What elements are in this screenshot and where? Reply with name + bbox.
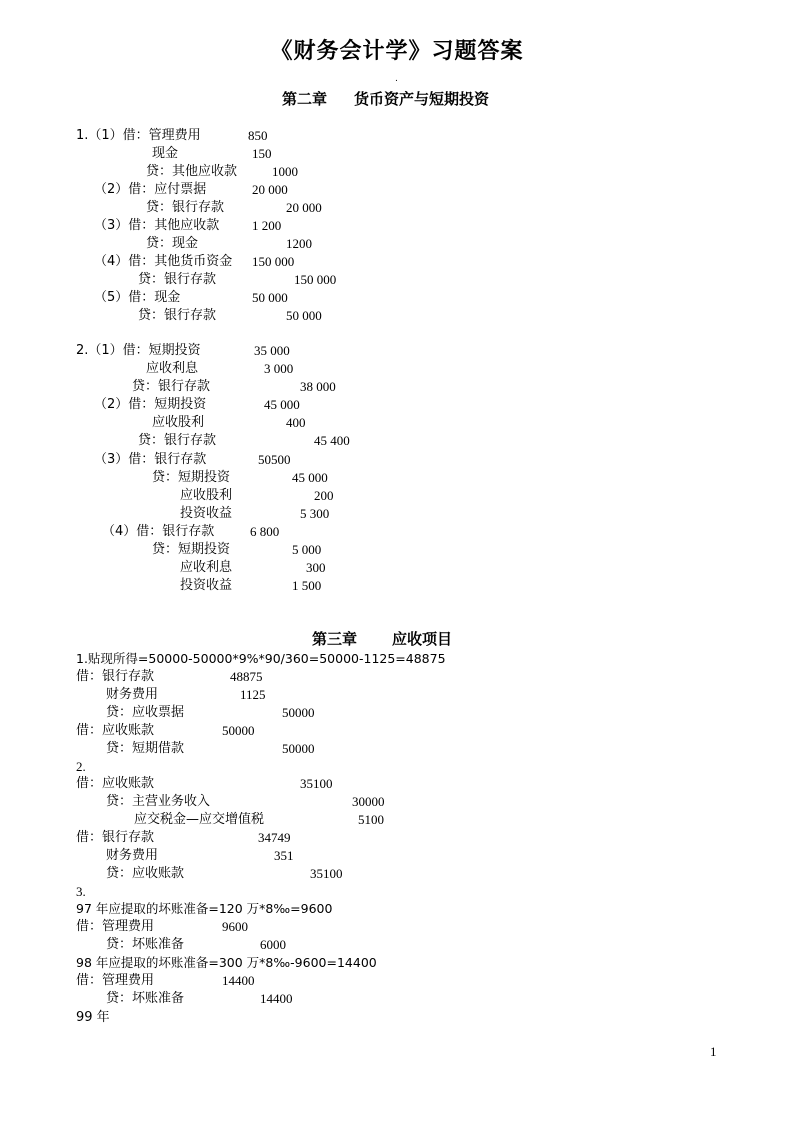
entry-label: 财务费用 (106, 848, 159, 863)
entry-label: （3）借：银行存款 (94, 452, 207, 467)
entry-amount: 850 (248, 128, 268, 143)
entry-amount: 6 800 (250, 524, 280, 539)
entry-label: 应收股利 (180, 488, 233, 503)
entry-amount: 351 (274, 848, 294, 863)
entry-amount: 30000 (352, 794, 385, 809)
entry-amount: 38 000 (300, 379, 336, 394)
entry-label: 借：应收账款 (76, 776, 155, 791)
entry-label: 1.（1）借：管理费用 (76, 128, 201, 143)
entry-amount: 150 000 (294, 272, 337, 287)
formula-line: 97 年应提取的坏账准备=120 万*8‰=9600 (76, 901, 333, 916)
entry-label: 借：管理费用 (76, 973, 155, 988)
entry-amount: 35 000 (254, 343, 290, 358)
entry-label: 贷：银行存款 (138, 272, 217, 287)
entry-label: （4）借：其他货币资金 (94, 254, 233, 269)
document-title: 《财务会计学》习题答案 (270, 39, 524, 64)
entry-amount: 150 000 (252, 254, 295, 269)
entry-amount: 45 400 (314, 433, 350, 448)
entry-amount: 34749 (258, 830, 291, 845)
entry-amount: 5 000 (292, 542, 322, 557)
question-number: 3. (76, 884, 86, 899)
entry-label: 投资收益 (180, 506, 233, 521)
formula-line: 1.贴现所得=50000-50000*9%*90/360=50000-1125=48875 (76, 651, 446, 666)
entry-label: 应收利息 (146, 361, 199, 376)
entry-amount: 45 000 (292, 470, 328, 485)
entry-label: 财务费用 (106, 687, 159, 702)
entry-label: 贷：主营业务收入 (106, 794, 211, 809)
question-number: 2. (76, 759, 86, 774)
entry-label: 贷：银行存款 (138, 433, 217, 448)
entry-amount: 50 000 (252, 290, 288, 305)
formula-line: 98 年应提取的坏账准备=300 万*8‰-9600=14400 (76, 955, 377, 970)
entry-amount: 50 000 (286, 308, 322, 323)
entry-amount: 1000 (272, 164, 298, 179)
entry-amount: 20 000 (286, 200, 322, 215)
entry-amount: 20 000 (252, 182, 288, 197)
entry-label: 贷：银行存款 (138, 308, 217, 323)
entry-label: 借：银行存款 (76, 830, 155, 845)
entry-amount: 1200 (286, 236, 312, 251)
entry-label: 投资收益 (180, 578, 233, 593)
entry-amount: 45 000 (264, 397, 300, 412)
chapter2-title: 货币资产与短期投资 (354, 90, 490, 108)
entry-amount: 9600 (222, 919, 248, 934)
chapter3-number: 第三章 (312, 630, 358, 648)
entry-amount: 5 300 (300, 506, 330, 521)
entry-amount: 35100 (310, 866, 343, 881)
entry-amount: 50000 (222, 723, 255, 738)
entry-label: 现金 (152, 146, 179, 161)
entry-label: 贷：应收票据 (106, 705, 185, 720)
entry-amount: 14400 (222, 973, 255, 988)
entry-label: 2.（1）借：短期投资 (76, 343, 201, 358)
entry-label: 借：应收账款 (76, 723, 155, 738)
entry-amount: 3 000 (264, 361, 294, 376)
entry-label: （5）借：现金 (94, 290, 181, 305)
entry-amount: 6000 (260, 937, 286, 952)
entry-amount: 1 500 (292, 578, 322, 593)
entry-label: 贷：坏账准备 (106, 991, 185, 1006)
page-number: 1 (710, 1044, 717, 1059)
entry-label: 贷：银行存款 (146, 200, 225, 215)
entry-amount: 300 (306, 560, 326, 575)
entry-label: 贷：银行存款 (132, 379, 211, 394)
chapter2-number: 第二章 (282, 90, 328, 108)
formula-line: 99 年 (76, 1010, 110, 1025)
entry-amount: 1125 (240, 687, 266, 702)
chapter3-title: 应收项目 (392, 630, 453, 648)
entry-label: 贷：短期投资 (152, 470, 231, 485)
entry-label: 贷：其他应收款 (146, 164, 238, 179)
entry-label: 借：管理费用 (76, 919, 155, 934)
entry-amount: 50000 (282, 705, 315, 720)
entry-amount: 14400 (260, 991, 293, 1006)
entry-amount: 35100 (300, 776, 333, 791)
entry-amount: 150 (252, 146, 272, 161)
entry-label: 借：银行存款 (76, 669, 155, 684)
entry-amount: 400 (286, 415, 306, 430)
entry-amount: 50500 (258, 452, 291, 467)
entry-label: 贷：短期投资 (152, 542, 231, 557)
entry-label: （4）借：银行存款 (102, 524, 215, 539)
entry-label: 应收股利 (152, 415, 205, 430)
entry-amount: 1 200 (252, 218, 282, 233)
entry-amount: 200 (314, 488, 334, 503)
entry-label: 应收利息 (180, 560, 233, 575)
entry-amount: 50000 (282, 741, 315, 756)
entry-label: 贷：应收账款 (106, 866, 185, 881)
title-dot: . (395, 74, 398, 84)
entry-label: 贷：短期借款 (106, 741, 185, 756)
entry-label: 应交税金—应交增值税 (134, 812, 265, 827)
entry-label: 贷：现金 (146, 236, 199, 251)
entry-label: （3）借：其他应收款 (94, 218, 220, 233)
entry-label: 贷：坏账准备 (106, 937, 185, 952)
entry-amount: 5100 (358, 812, 384, 827)
entry-label: （2）借：应付票据 (94, 182, 207, 197)
entry-label: （2）借：短期投资 (94, 397, 207, 412)
entry-amount: 48875 (230, 669, 263, 684)
